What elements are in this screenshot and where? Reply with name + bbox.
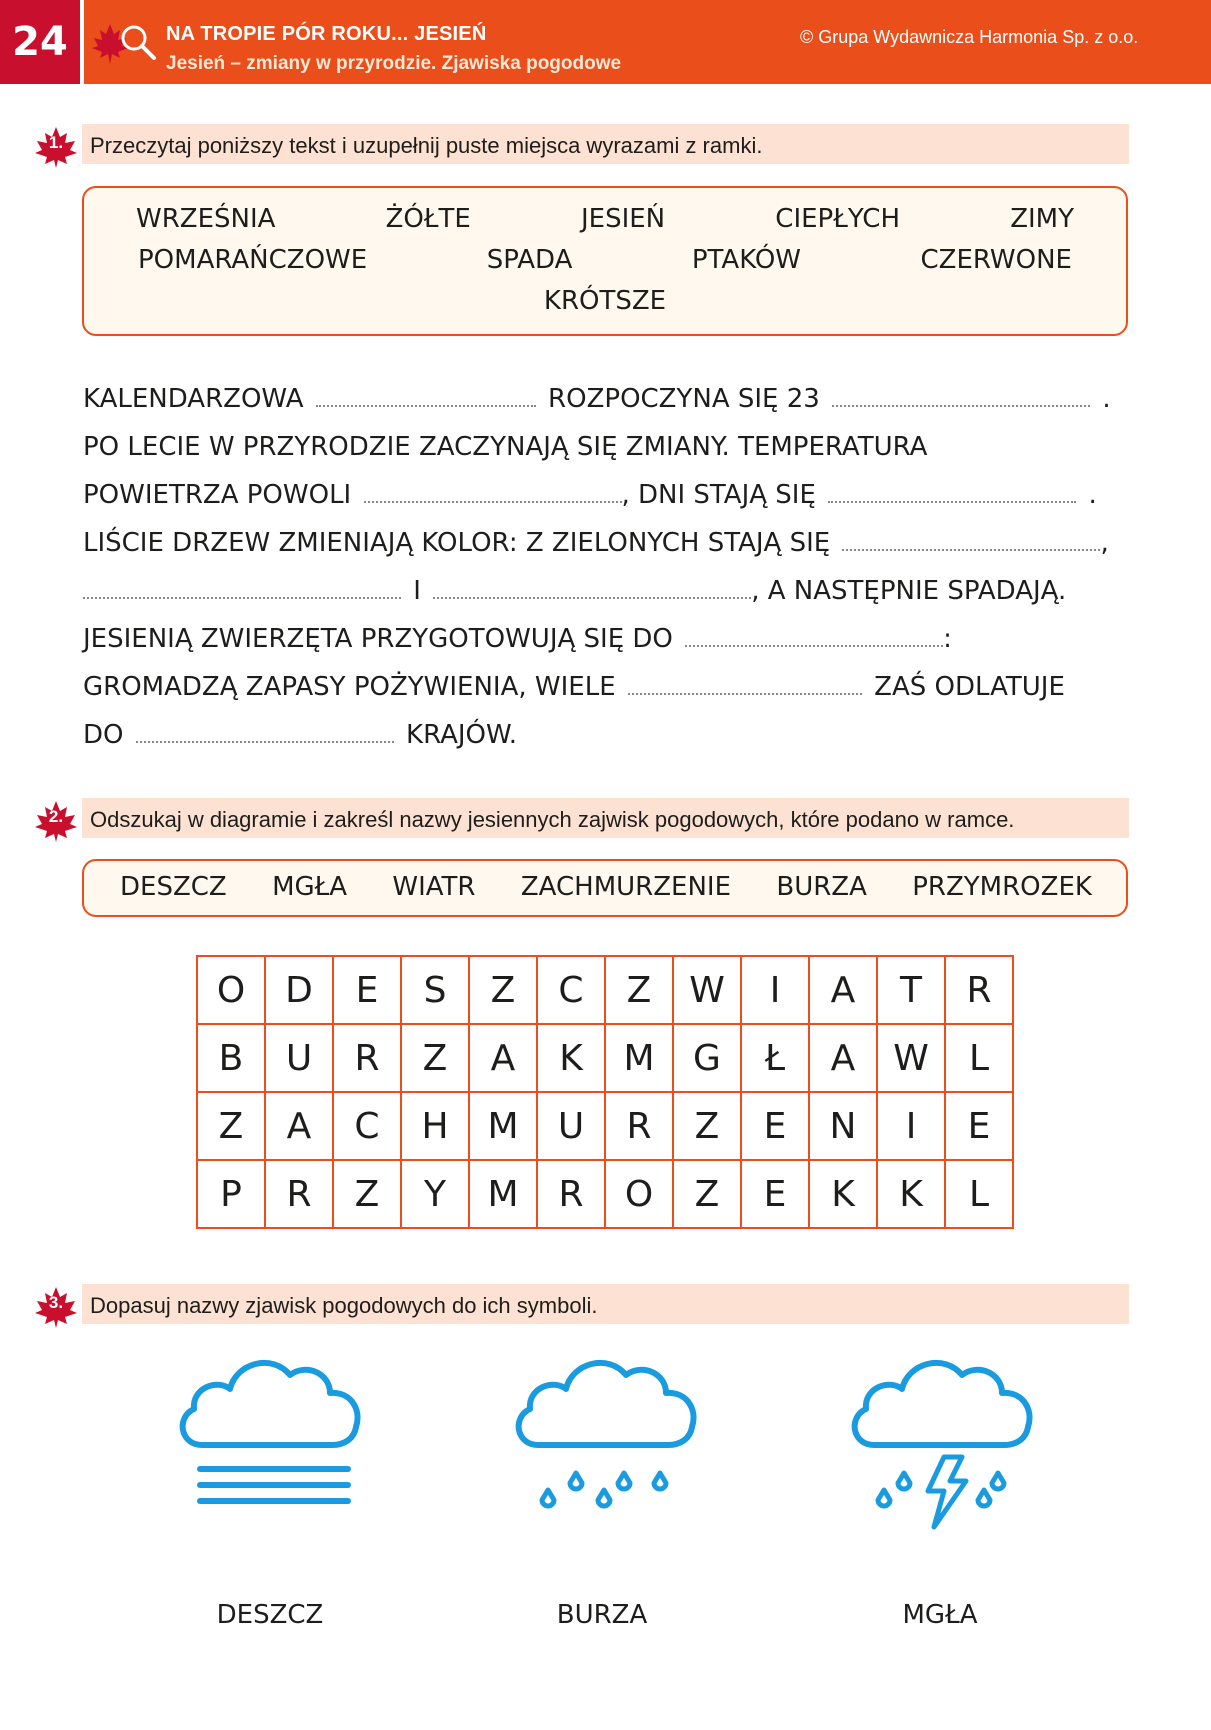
weather-word: PRZYMROZEK bbox=[912, 872, 1092, 902]
grid-cell[interactable]: M bbox=[605, 1024, 673, 1092]
copyright-notice: © Grupa Wydawnicza Harmonia Sp. z o.o. bbox=[800, 27, 1139, 47]
grid-cell[interactable]: Ł bbox=[741, 1024, 809, 1092]
grid-cell[interactable]: B bbox=[197, 1024, 265, 1092]
text-line: GROMADZĄ ZAPASY POŻYWIENIA, WIELE ZAŚ ODLATUJE bbox=[83, 672, 1065, 702]
grid-cell[interactable]: P bbox=[197, 1160, 265, 1228]
page-number: 24 bbox=[0, 0, 80, 84]
task-2-number: 2. bbox=[48, 807, 64, 826]
grid-cell[interactable]: K bbox=[537, 1024, 605, 1092]
grid-cell[interactable]: Z bbox=[333, 1160, 401, 1228]
weather-label: BURZA bbox=[556, 1600, 648, 1630]
grid-cell[interactable]: O bbox=[197, 956, 265, 1024]
fog-cloud-icon bbox=[172, 1345, 372, 1520]
word-box-word: KRÓTSZE bbox=[543, 286, 667, 316]
blank-field[interactable] bbox=[832, 387, 1090, 407]
task-1-instruction: Przeczytaj poniższy tekst i uzupełnij puste miejsca wyrazami z ramki. bbox=[90, 133, 763, 158]
grid-cell[interactable]: A bbox=[809, 1024, 877, 1092]
grid-cell[interactable]: A bbox=[265, 1092, 333, 1160]
grid-cell[interactable]: K bbox=[877, 1160, 945, 1228]
task-2-instruction: Odszukaj w diagramie i zakreśl nazwy jesiennych zajwisk pogodowych, które podano w ramce. bbox=[90, 807, 1015, 832]
grid-cell[interactable]: A bbox=[469, 1024, 537, 1092]
task-3-instruction-bar bbox=[82, 1284, 1129, 1324]
word-box-word: WRZEŚNIA bbox=[136, 204, 276, 234]
grid-cell[interactable]: I bbox=[877, 1092, 945, 1160]
grid-cell[interactable]: M bbox=[469, 1160, 537, 1228]
grid-cell[interactable]: L bbox=[945, 1160, 1013, 1228]
grid-row bbox=[197, 1092, 1013, 1160]
blank-field[interactable] bbox=[433, 579, 751, 599]
blank-field[interactable] bbox=[828, 483, 1076, 503]
grid-cell[interactable]: E bbox=[333, 956, 401, 1024]
grid-cell[interactable]: W bbox=[673, 956, 741, 1024]
grid-cell[interactable]: Y bbox=[401, 1160, 469, 1228]
text-line: PO LECIE W PRZYRODZIE ZACZYNAJĄ SIĘ ZMIANY. TEMPERATURA bbox=[83, 432, 928, 462]
word-box-word: PTAKÓW bbox=[691, 245, 802, 275]
page-header bbox=[0, 0, 1211, 84]
grid-cell[interactable]: T bbox=[877, 956, 945, 1024]
maple-leaf-magnifier-icon bbox=[88, 18, 160, 70]
text-line: DO KRAJÓW. bbox=[83, 720, 518, 750]
grid-cell[interactable]: Z bbox=[673, 1160, 741, 1228]
grid-cell[interactable]: Z bbox=[605, 956, 673, 1024]
word-box-word: POMARAŃCZOWE bbox=[138, 245, 368, 275]
word-box-row-1 bbox=[84, 204, 1126, 234]
weather-word: WIATR bbox=[392, 872, 476, 902]
word-box-row-2 bbox=[84, 245, 1126, 275]
weather-words-row bbox=[84, 872, 1126, 902]
grid-cell[interactable]: U bbox=[265, 1024, 333, 1092]
header-subtitle: Jesień – zmiany w przyrodzie. Zjawiska pogodowe bbox=[166, 53, 622, 74]
grid-cell[interactable]: M bbox=[469, 1092, 537, 1160]
grid-cell[interactable]: C bbox=[333, 1092, 401, 1160]
word-box-word: CZERWONE bbox=[920, 245, 1072, 275]
word-box-row-3 bbox=[84, 286, 1126, 316]
grid-cell[interactable]: R bbox=[537, 1160, 605, 1228]
grid-cell[interactable]: R bbox=[945, 956, 1013, 1024]
word-search-grid bbox=[196, 955, 1014, 1229]
task-2-word-box bbox=[82, 859, 1128, 917]
task-1-instruction-bar bbox=[82, 124, 1129, 164]
task-3-instruction: Dopasuj nazwy zjawisk pogodowych do ich symboli. bbox=[90, 1293, 598, 1318]
text-line: POWIETRZA POWOLI , DNI STAJĄ SIĘ . bbox=[83, 480, 1097, 510]
blank-field[interactable] bbox=[136, 723, 394, 743]
grid-cell[interactable]: Z bbox=[401, 1024, 469, 1092]
grid-row bbox=[197, 1160, 1013, 1228]
grid-cell[interactable]: D bbox=[265, 956, 333, 1024]
grid-cell[interactable]: K bbox=[809, 1160, 877, 1228]
blank-field[interactable] bbox=[316, 387, 536, 407]
weather-label: MGŁA bbox=[902, 1600, 978, 1630]
grid-cell[interactable]: L bbox=[945, 1024, 1013, 1092]
weather-label: DESZCZ bbox=[216, 1600, 324, 1630]
weather-word: BURZA bbox=[776, 872, 867, 902]
grid-cell[interactable]: E bbox=[945, 1092, 1013, 1160]
grid-cell[interactable]: I bbox=[741, 956, 809, 1024]
text-line: JESIENIĄ ZWIERZĘTA PRZYGOTOWUJĄ SIĘ DO : bbox=[83, 624, 952, 654]
blank-field[interactable] bbox=[842, 531, 1100, 551]
blank-field[interactable] bbox=[83, 579, 401, 599]
weather-word: ZACHMURZENIE bbox=[520, 872, 732, 902]
header-title: NA TROPIE PÓR ROKU... JESIEŃ bbox=[166, 23, 487, 45]
fill-in-text bbox=[83, 375, 1143, 759]
text-line: LIŚCIE DRZEW ZMIENIAJĄ KOLOR: Z ZIELONYCH STAJĄ SIĘ , bbox=[83, 528, 1109, 558]
weather-word: MGŁA bbox=[272, 872, 348, 902]
grid-cell[interactable]: C bbox=[537, 956, 605, 1024]
grid-cell[interactable]: R bbox=[265, 1160, 333, 1228]
word-box-word: SPADA bbox=[486, 245, 573, 275]
text-line: I , A NASTĘPNIE SPADAJĄ. bbox=[83, 567, 1143, 615]
grid-cell[interactable]: S bbox=[401, 956, 469, 1024]
word-box-word: ZIMY bbox=[1010, 204, 1074, 234]
task-1-number: 1. bbox=[48, 133, 64, 152]
grid-cell[interactable]: G bbox=[673, 1024, 741, 1092]
grid-row bbox=[197, 1024, 1013, 1092]
rain-cloud-icon bbox=[508, 1345, 708, 1520]
grid-cell[interactable]: Z bbox=[197, 1092, 265, 1160]
grid-cell[interactable]: Z bbox=[673, 1092, 741, 1160]
task-2-instruction-bar bbox=[82, 798, 1129, 838]
storm-cloud-icon bbox=[844, 1345, 1044, 1540]
grid-cell[interactable]: N bbox=[809, 1092, 877, 1160]
word-box-word: JESIEŃ bbox=[580, 204, 666, 234]
grid-row bbox=[197, 956, 1013, 1024]
grid-cell[interactable]: H bbox=[401, 1092, 469, 1160]
grid-cell[interactable]: A bbox=[809, 956, 877, 1024]
blank-field[interactable] bbox=[364, 483, 622, 503]
word-box-word: CIEPŁYCH bbox=[775, 204, 901, 234]
header-divider bbox=[80, 0, 84, 84]
grid-cell[interactable]: R bbox=[605, 1092, 673, 1160]
blank-field[interactable] bbox=[685, 627, 943, 647]
grid-cell[interactable]: Z bbox=[469, 956, 537, 1024]
grid-cell[interactable]: E bbox=[741, 1092, 809, 1160]
weather-word: DESZCZ bbox=[120, 872, 227, 902]
blank-field[interactable] bbox=[628, 675, 862, 695]
task-1-word-box bbox=[82, 186, 1128, 336]
grid-cell[interactable]: W bbox=[877, 1024, 945, 1092]
text-line: KALENDARZOWA ROZPOCZYNA SIĘ 23 . bbox=[83, 384, 1111, 414]
grid-cell[interactable]: R bbox=[333, 1024, 401, 1092]
task-3-number: 3. bbox=[48, 1293, 64, 1312]
grid-cell[interactable]: E bbox=[741, 1160, 809, 1228]
grid-cell[interactable]: U bbox=[537, 1092, 605, 1160]
grid-cell[interactable]: O bbox=[605, 1160, 673, 1228]
word-box-word: ŻÓŁTE bbox=[385, 204, 471, 234]
